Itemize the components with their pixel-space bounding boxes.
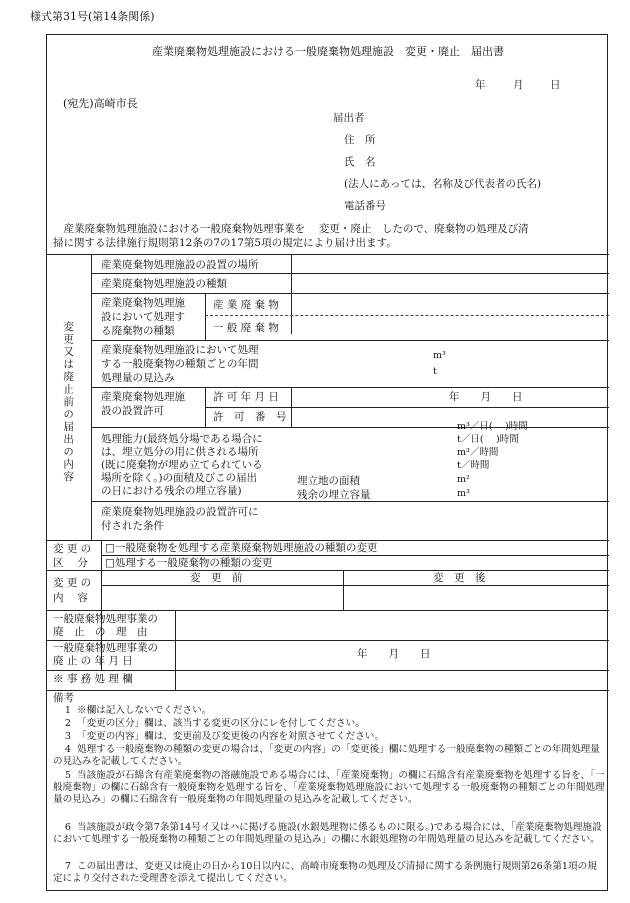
change-content-label-2: 内 容 bbox=[53, 592, 88, 604]
conditions-label-1: 産業廃棄物処理施設の設置許可に bbox=[101, 506, 259, 518]
permit-date-label: 許 可 年 月 日 bbox=[213, 391, 279, 403]
row-location-label: 産業廃棄物処理施設の設置の場所 bbox=[101, 259, 259, 271]
annual-label-2: する一般廃棄物の種類ごとの年間 bbox=[101, 358, 259, 370]
side-label: 変更又は廃止前の届出の内容 bbox=[62, 321, 75, 484]
change-after-header: 変 更 後 bbox=[433, 572, 486, 584]
capacity-unit-2: t／日( )時間 bbox=[457, 434, 519, 445]
form-number: 様式第31号(第14条関係) bbox=[30, 10, 155, 23]
conditions-label-2: 付された条件 bbox=[101, 520, 164, 532]
notifier-phone: 電話番号 bbox=[344, 200, 386, 212]
abolish-date-label-1: 一般廃棄物処理事業の bbox=[53, 642, 158, 654]
row-type-label: 産業廃棄物処理施設の種類 bbox=[101, 278, 227, 290]
capacity-label-1: 処理能力(最終処分場である場合に bbox=[101, 433, 263, 445]
annual-label-1: 産業廃棄物処理施設において処理 bbox=[101, 344, 259, 356]
permit-label-2: 設の設置許可 bbox=[101, 405, 164, 417]
abolish-date-value: 年 月 日 bbox=[357, 648, 431, 660]
intro-line-1: 産業廃棄物処理施設における一般廃棄物処理事業を 変更・廃止 したので、廃棄物の処理及び清 bbox=[53, 223, 529, 235]
capacity-label-3: (既に廃棄物が埋め立てられている bbox=[101, 459, 263, 471]
landfill-area-label: 埋立地の面積 bbox=[297, 475, 360, 487]
abolish-reason-label-1: 一般廃棄物処理事業の bbox=[53, 613, 158, 625]
notifier-address: 住 所 bbox=[344, 134, 376, 146]
waste-types-label-2: 設において処理す bbox=[101, 311, 185, 323]
capacity-unit-1: m³／日( )時間 bbox=[457, 421, 528, 432]
abolish-reason-label-2: 廃 止 の 理 由 bbox=[53, 626, 148, 638]
capacity-unit-4: t／時間 bbox=[457, 460, 490, 471]
notifier-name: 氏 名 bbox=[344, 156, 376, 168]
permit-number-label: 許 可 番 号 bbox=[213, 411, 287, 423]
note-item: 4 処理する一般廃棄物の種類の変更の場合は、「変更の内容」の「変更後」欄に処理する一般廃棄物の種類ごとの年間処理量の見込みを記載してください。 bbox=[53, 744, 600, 767]
landfill-area-unit: m² bbox=[457, 474, 470, 485]
notification-form bbox=[46, 34, 608, 891]
note-item: 6 当該施設が政令第7条第14号イ又はハに掲げる施設(水銀処理物に係るものに限る。)である場合には、「産業廃棄物処理施設において処理する一般廃棄物の種類ごとの年間処理量の見込み」の欄に水銀処理物の年間処理量の見込みを記載してください。 bbox=[53, 822, 602, 845]
industrial-waste-label: 産 業 廃 棄 物 bbox=[213, 299, 279, 311]
date-day: 日 bbox=[550, 79, 561, 91]
waste-types-label-3: る廃棄物の種類 bbox=[101, 325, 175, 337]
date-year: 年 bbox=[475, 79, 486, 91]
notifier-label: 届出者 bbox=[333, 112, 365, 124]
change-category-label-1: 変 更 の bbox=[53, 543, 92, 555]
note-item: 7 この届出書は、変更又は廃止の日から10日以内に、高崎市廃棄物の処理及び清掃に関する条例施行規則第26条第1項の規定により交付された受理書を添えて提出してください。 bbox=[53, 861, 597, 884]
abolish-date-label-2: 廃 止 の 年 月 日 bbox=[53, 655, 133, 667]
date-month: 月 bbox=[513, 79, 524, 91]
form-title: 産業廃棄物処理施設における一般廃棄物処理施設 変更・廃止 届出書 bbox=[152, 45, 504, 58]
capacity-label-4: 場所を除く。)の面積及びこの届出 bbox=[101, 472, 258, 484]
notes-heading: 備考 bbox=[53, 692, 74, 704]
annual-unit-m3: m³ bbox=[433, 350, 446, 361]
notifier-corp-note: (法人にあっては、名称及び代表者の氏名) bbox=[344, 178, 542, 190]
note-item: 2 「変更の区分」欄は、該当する変更の区分にレを付してください。 bbox=[64, 718, 365, 729]
permit-date-value: 年 月 日 bbox=[449, 391, 523, 403]
office-use-label: ※ 事 務 処 理 欄 bbox=[53, 673, 133, 685]
capacity-label-5: の日における残余の埋立容量) bbox=[101, 485, 242, 497]
note-item: 1 ※欄は記入しないでください。 bbox=[64, 705, 212, 716]
annual-unit-t: t bbox=[433, 366, 437, 377]
change-category-label-2: 区 分 bbox=[53, 557, 88, 569]
intro-line-2: 掃に関する法律施行規則第12条の7の17第5項の規定により届け出ます。 bbox=[53, 237, 397, 249]
annual-label-3: 処理量の見込み bbox=[101, 372, 175, 384]
change-content-label-1: 変 更 の bbox=[53, 577, 92, 589]
permit-label-1: 産業廃棄物処理施 bbox=[101, 391, 185, 403]
change-before-header: 変 更 前 bbox=[190, 572, 243, 584]
note-item: 5 当該施設が石綿含有産業廃棄物の溶融施設である場合には、「産業廃棄物」の欄に石綿含有産業廃棄物を処理する旨を、「一般廃棄物」の欄に石綿含有一般廃棄物を処理する旨を、「産業廃棄物処理施設において処理する一般廃棄物の種類ごとの年間処理量の見込み」の欄に石綿含有一般廃棄物の年間処理量の見込みを記載してください。 bbox=[53, 770, 605, 805]
note-item: 3 「変更の内容」欄は、変更前及び変更後の内容を対照させてください。 bbox=[64, 731, 384, 742]
remaining-capacity-label: 残余の埋立容量 bbox=[297, 489, 371, 501]
capacity-label-2: は、埋立処分の用に供される場所 bbox=[101, 446, 259, 458]
capacity-unit-3: m³／時間 bbox=[457, 447, 499, 458]
waste-types-label-1: 産業廃棄物処理施 bbox=[101, 297, 185, 309]
addressee: (宛先)高崎市長 bbox=[63, 97, 138, 110]
remaining-capacity-unit: m³ bbox=[457, 488, 470, 499]
general-waste-label: 一 般 廃 棄 物 bbox=[213, 322, 279, 334]
change-category-option-2[interactable]: □処理する一般廃棄物の種類の変更 bbox=[105, 557, 273, 569]
change-category-option-1[interactable]: □一般廃棄物を処理する産業廃棄物処理施設の種類の変更 bbox=[105, 542, 378, 554]
